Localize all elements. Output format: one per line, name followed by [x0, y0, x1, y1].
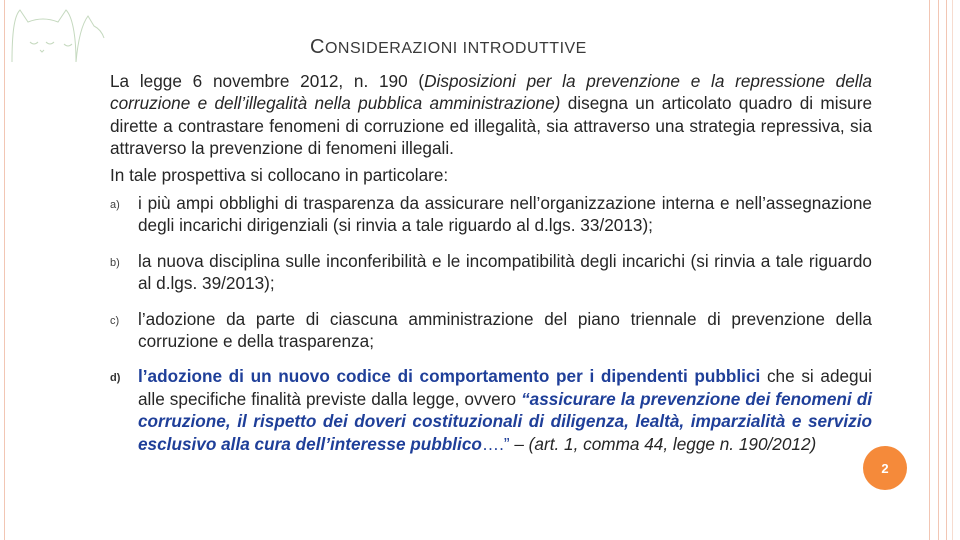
- intro-lead: In tale prospettiva si collocano in particolare:: [110, 164, 449, 185]
- left-border-line: [4, 0, 5, 540]
- list-item-text: che si adegui alle specifiche finalità previste dalla legge, ovvero: [138, 366, 872, 409]
- intro-paragraph: La legge 6 novembre 2012, n. 190 (Disposizioni per la prevenzione e la repressione della corruzione e dell’illegalità nella pubblica amministrazione) disegna un articolato quadro di misure dirette a contrastare fenomeni di corruzione ed illegalità, sia attraverso una strategia repressiva, sia attraverso la prevenzione di fenomeni illegali.: [110, 71, 872, 159]
- list-item: [110, 192, 872, 237]
- list-item: [110, 365, 872, 455]
- list-marker: c): [110, 314, 120, 327]
- list-item-text: l’adozione da parte di ciascuna amministrazione del piano triennale di prevenzione della corruzione e della trasparenza;: [138, 308, 872, 352]
- list-item: [110, 308, 872, 353]
- list-marker: d): [110, 372, 121, 385]
- right-decorative-band: [929, 0, 960, 540]
- list-item-text: la nuova disciplina sulle inconferibilità e le incompatibilità degli incarichi (si rinvia a tale riguardo al d.lgs. 39/2013);: [138, 250, 872, 294]
- slide-title: CONSIDERAZIONI INTRODUTTIVE: [310, 36, 587, 58]
- measures-list: [110, 192, 872, 455]
- list-item-text: i più ampi obblighi di trasparenza da assicurare nell’organizzazione interna e nell’assegnazione degli incarichi dirigenziali (si rinvia a tale riguardo al d.lgs. 33/2013);: [138, 193, 872, 236]
- cat-doodle-ornament: [6, 4, 106, 66]
- quote-ellipsis: ….”: [481, 433, 510, 454]
- page-number-badge: 2: [863, 446, 907, 490]
- law-quote: “assicurare la prevenzione dei fenomeni di corruzione, il rispetto dei doveri costituzionali di diligenza, lealtà, imparzialità e servizio esclusivo alla cura dell’interesse pubblico: [138, 388, 872, 454]
- law-citation: – (art. 1, comma 44, legge n. 190/2012): [509, 433, 817, 454]
- list-marker: b): [110, 256, 120, 269]
- slide-body: [110, 70, 872, 468]
- code-of-conduct-highlight: l’adozione di un nuovo codice di comportamento per i dipendenti pubblici: [138, 366, 761, 387]
- list-item: [110, 250, 872, 295]
- list-marker: a): [110, 199, 120, 212]
